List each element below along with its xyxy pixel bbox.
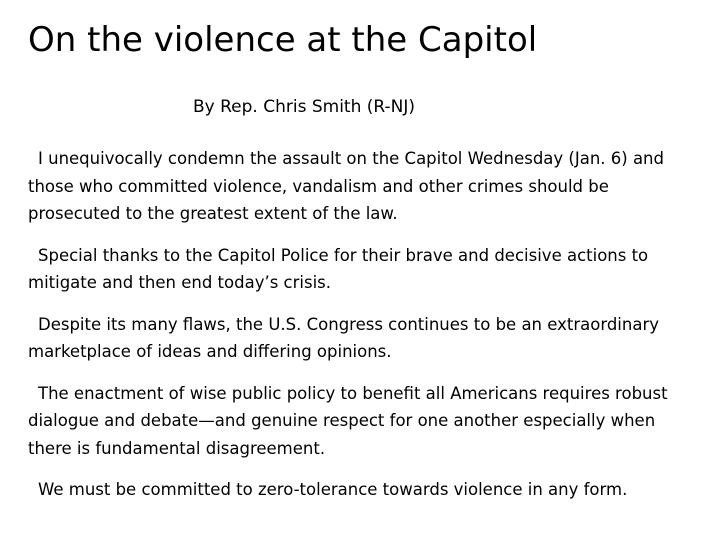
paragraph-3: Despite its many flaws, the U.S. Congress continues to be an extraordinary marketplace of ideas and differing opinions. xyxy=(28,314,660,361)
paragraph-5: We must be committed to zero-tolerance towards violence in any form. xyxy=(38,480,628,499)
paragraph-2: Special thanks to the Capitol Police for their brave and decisive actions to mitigate and then end today’s crisis. xyxy=(28,245,649,292)
document-title: On the violence at the Capitol xyxy=(28,20,538,60)
paragraph-4: The enactment of wise public policy to benefit all Americans requires robust dialogue and debate—and genuine respect for one another especially when there is fundamental disagreement. xyxy=(28,383,668,458)
byline: By Rep. Chris Smith (R-NJ) xyxy=(193,97,416,117)
paragraph-1: I unequivocally condemn the assault on the Capitol Wednesday (Jan. 6) and those who committed violence, vandalism and other crimes should be prosecuted to the greatest extent of the law. xyxy=(28,149,664,223)
document-body xyxy=(28,145,698,518)
